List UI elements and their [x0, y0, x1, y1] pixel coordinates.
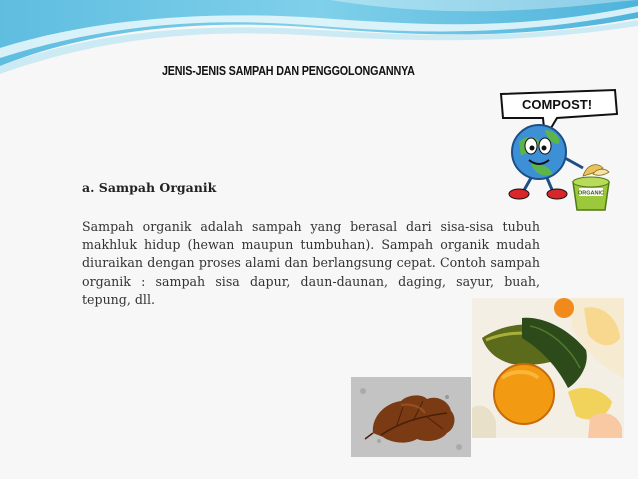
section-heading: a. Sampah Organik — [82, 180, 217, 195]
can-label-text: ORGANIC — [578, 190, 604, 197]
food-waste-photo — [472, 298, 624, 438]
slide-title: JENIS-JENIS SAMPAH DAN PENGGOLONGANNYA — [162, 64, 415, 78]
dried-leaf-photo — [351, 377, 471, 457]
body-paragraph: Sampah organik adalah sampah yang berasal dari sisa-sisa tubuh makhluk hidup (hewan maupun tumbuhan). Sampah organik mudah diuraikan dengan proses alami dan berlangsung cepat. Contoh sampah organik : sampah sisa dapur, daun-daunan, daging, sayur, buah, tepung, dll. — [82, 219, 540, 307]
compost-earth-illustration — [497, 84, 623, 212]
compost-bubble-text: COMPOST! — [521, 97, 593, 112]
